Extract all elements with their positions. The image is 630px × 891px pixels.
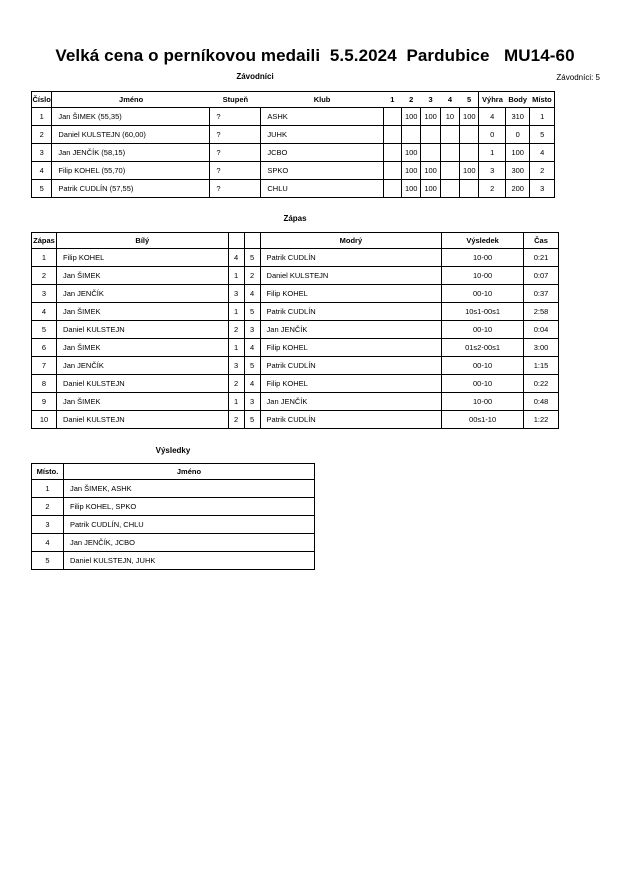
competitor-place: 2 [530, 162, 555, 180]
match-result: 00-10 [442, 357, 524, 375]
match-white-number: 4 [228, 249, 244, 267]
match-result: 10-00 [442, 393, 524, 411]
match-white-name: Jan JENČÍK [56, 357, 228, 375]
competitor-score-r5 [460, 126, 479, 144]
match-time: 2:58 [524, 303, 559, 321]
competitor-number: 2 [32, 126, 52, 144]
competitor-score-r4 [440, 162, 459, 180]
match-blue-name: Patrik CUDLÍN [260, 411, 442, 429]
competitor-score-r5 [460, 180, 479, 198]
competitor-row [32, 126, 555, 144]
match-row [32, 357, 559, 375]
match-blue-number: 2 [244, 267, 260, 285]
competitor-wins: 1 [479, 144, 506, 162]
competitor-row [32, 108, 555, 126]
result-place: 4 [32, 534, 64, 552]
match-time: 0:37 [524, 285, 559, 303]
col-r3-header: 3 [421, 92, 440, 108]
competitor-score-r1 [383, 126, 401, 144]
competitor-score-r4 [440, 180, 459, 198]
match-number: 6 [32, 339, 57, 357]
competitor-name: Patrik CUDLÍN (57,55) [52, 180, 210, 198]
competitor-wins: 3 [479, 162, 506, 180]
competitor-score-r5 [460, 144, 479, 162]
match-white-number: 3 [228, 357, 244, 375]
result-place: 5 [32, 552, 64, 570]
competitor-row [32, 162, 555, 180]
match-blue-name: Patrik CUDLÍN [260, 249, 442, 267]
match-time: 3:00 [524, 339, 559, 357]
match-result: 10s1-00s1 [442, 303, 524, 321]
competitor-score-r2: 100 [402, 162, 421, 180]
match-result: 00s1-10 [442, 411, 524, 429]
match-number: 5 [32, 321, 57, 339]
competitor-count: Závodníci: 5 [556, 73, 600, 82]
competitor-name: Daniel KULSTEJN (60,00) [52, 126, 210, 144]
col-r4-header: 4 [440, 92, 459, 108]
matches-section-title: Zápas [283, 214, 307, 223]
match-white-name: Jan ŠIMEK [56, 303, 228, 321]
competitor-score-r3: 100 [421, 162, 440, 180]
competitor-score-r3: 100 [421, 108, 440, 126]
result-row [32, 552, 315, 570]
competitor-club: SPKO [261, 162, 383, 180]
match-number: 9 [32, 393, 57, 411]
results-section-title: Výsledky [155, 446, 191, 455]
match-result: 00-10 [442, 285, 524, 303]
match-row [32, 267, 559, 285]
competitor-points: 100 [505, 144, 529, 162]
match-time: 0:07 [524, 267, 559, 285]
match-white-number: 2 [228, 321, 244, 339]
competitor-points: 300 [505, 162, 529, 180]
match-blue-number: 5 [244, 357, 260, 375]
competitor-score-r2 [402, 126, 421, 144]
competitor-score-r1 [383, 108, 401, 126]
competitor-wins: 0 [479, 126, 506, 144]
competitor-row [32, 180, 555, 198]
competitor-score-r1 [383, 162, 401, 180]
match-number: 7 [32, 357, 57, 375]
competitor-place: 3 [540, 184, 545, 193]
competitor-number: 4 [32, 162, 52, 180]
competitor-number: 1 [32, 108, 52, 126]
competitor-points: 0 [505, 126, 529, 144]
col-club-header: Klub [261, 92, 383, 108]
competitor-wins: 4 [479, 108, 506, 126]
col-number-header: Číslo [32, 92, 52, 108]
competitor-points: 200 [505, 180, 529, 198]
match-number: 2 [32, 267, 57, 285]
col-wins-header: Výhra [479, 92, 506, 108]
match-number: 3 [32, 285, 57, 303]
competitor-score-r5: 100 [460, 108, 479, 126]
competitor-score-r1 [383, 180, 401, 198]
competitor-club: ASHK [261, 108, 383, 126]
match-number: 4 [32, 303, 57, 321]
match-blue-name: Patrik CUDLÍN [260, 357, 442, 375]
col-name-header: Jméno [52, 92, 210, 108]
match-white-number: 3 [228, 285, 244, 303]
match-row [32, 393, 559, 411]
result-row [32, 534, 315, 552]
page-title: Velká cena o perníkovou medaili 5.5.2024 Pardubice MU14-60 [55, 46, 575, 65]
result-row [32, 516, 315, 534]
col-result-header: Výsledek [442, 233, 524, 249]
competitor-score-r3 [421, 126, 440, 144]
match-result: 10-00 [442, 249, 524, 267]
match-time: 0:21 [524, 249, 559, 267]
competitor-score-r2: 100 [402, 180, 421, 198]
match-row [32, 339, 559, 357]
competitor-score-r3 [421, 144, 440, 162]
result-place: 2 [32, 498, 64, 516]
col-match-header: Zápas [32, 233, 57, 249]
competitor-place: 4 [530, 144, 555, 162]
competitor-place: 5 [530, 126, 555, 144]
competitors-header-row [32, 92, 555, 108]
match-blue-name: Filip KOHEL [260, 339, 442, 357]
match-blue-number: 4 [244, 339, 260, 357]
match-white-number: 2 [228, 411, 244, 429]
competitor-score-r5: 100 [460, 162, 479, 180]
result-name: Daniel KULSTEJN, JUHK [69, 556, 156, 565]
match-blue-number: 5 [244, 303, 260, 321]
result-name: Filip KOHEL, SPKO [63, 498, 314, 516]
competitor-place: 1 [530, 108, 555, 126]
col-points-header: Body [505, 92, 529, 108]
result-row [32, 498, 315, 516]
competitor-grade: ? [210, 108, 261, 126]
matches-table [31, 232, 559, 429]
match-blue-name: Filip KOHEL [260, 375, 442, 393]
result-name: Patrik CUDLÍN, CHLU [63, 516, 314, 534]
match-row [32, 375, 559, 393]
match-time: 1:22 [533, 415, 549, 424]
match-white-number: 2 [228, 375, 244, 393]
match-white-name: Jan JENČÍK [56, 285, 228, 303]
col-place-header: Místo [530, 92, 555, 108]
col-r2-header: 2 [402, 92, 421, 108]
result-row [32, 480, 315, 498]
match-blue-name: Jan JENČÍK [260, 321, 442, 339]
competitor-score-r3: 100 [421, 180, 440, 198]
match-number: 10 [32, 411, 57, 429]
competitor-score-r2: 100 [402, 144, 421, 162]
match-blue-number: 4 [244, 375, 260, 393]
competitor-grade: ? [210, 162, 261, 180]
competitor-club: JCBO [261, 144, 383, 162]
result-place: 1 [32, 480, 64, 498]
result-name: Jan JENČÍK, JCBO [63, 534, 314, 552]
competitor-grade: ? [210, 144, 261, 162]
match-white-name: Jan ŠIMEK [56, 267, 228, 285]
match-white-number: 1 [228, 393, 244, 411]
match-result: 00-10 [442, 321, 524, 339]
match-white-name: Daniel KULSTEJN [56, 321, 228, 339]
result-name: Jan ŠIMEK, ASHK [63, 480, 314, 498]
matches-header-row [32, 233, 559, 249]
match-blue-number: 3 [244, 393, 260, 411]
competitor-wins: 2 [479, 180, 506, 198]
competitor-score-r2: 100 [402, 108, 421, 126]
col-r5-header: 5 [460, 92, 479, 108]
match-number: 8 [32, 375, 57, 393]
match-white-name: Jan ŠIMEK [56, 393, 228, 411]
competitor-club: CHLU [261, 180, 383, 198]
match-blue-name: Filip KOHEL [260, 285, 442, 303]
match-result: 10-00 [442, 267, 524, 285]
competitor-points: 310 [505, 108, 529, 126]
match-white-number: 1 [228, 267, 244, 285]
match-blue-name: Daniel KULSTEJN [260, 267, 442, 285]
match-result: 01s2-00s1 [442, 339, 524, 357]
competitors-table [31, 91, 555, 198]
match-row [32, 321, 559, 339]
match-time: 0:48 [524, 393, 559, 411]
competitors-section-title: Závodníci [236, 72, 274, 81]
match-result: 00-10 [442, 375, 524, 393]
competitor-name: Jan ŠIMEK (55,35) [52, 108, 210, 126]
match-blue-number: 3 [244, 321, 260, 339]
competitor-score-r4: 10 [440, 108, 459, 126]
match-blue-name: Patrik CUDLÍN [260, 303, 442, 321]
match-white-number: 1 [228, 303, 244, 321]
match-row [32, 249, 559, 267]
competitor-number: 3 [32, 144, 52, 162]
competitor-name: Filip KOHEL (55,70) [52, 162, 210, 180]
match-white-name: Filip KOHEL [56, 249, 228, 267]
competitor-grade: ? [210, 180, 261, 198]
match-white-name: Daniel KULSTEJN [56, 411, 228, 429]
match-time: 1:15 [524, 357, 559, 375]
col-r1-header: 1 [383, 92, 401, 108]
competitor-score-r4 [440, 126, 459, 144]
results-table [31, 463, 315, 570]
result-place: 3 [32, 516, 64, 534]
match-blue-name: Jan JENČÍK [260, 393, 442, 411]
match-row [32, 411, 559, 429]
match-row [32, 303, 559, 321]
competitor-name: Jan JENČÍK (58,15) [52, 144, 210, 162]
match-white-name: Daniel KULSTEJN [56, 375, 228, 393]
competitor-club: JUHK [261, 126, 383, 144]
results-header-row [32, 464, 315, 480]
match-white-name: Jan ŠIMEK [56, 339, 228, 357]
match-time: 0:22 [524, 375, 559, 393]
competitor-grade: ? [210, 126, 261, 144]
match-white-number: 1 [228, 339, 244, 357]
competitor-row [32, 144, 555, 162]
match-row [32, 285, 559, 303]
col-time-header: Čas [524, 233, 559, 249]
match-number: 1 [32, 249, 57, 267]
match-blue-number: 5 [244, 249, 260, 267]
competitor-number: 5 [32, 180, 52, 198]
col-name-header: Jméno [63, 464, 314, 480]
match-blue-number: 4 [244, 285, 260, 303]
match-time: 0:04 [524, 321, 559, 339]
competitor-score-r4 [440, 144, 459, 162]
col-place-header: Místo. [32, 464, 64, 480]
col-white-header: Bílý [56, 233, 228, 249]
match-blue-number: 5 [244, 411, 260, 429]
competitor-score-r1 [383, 144, 401, 162]
col-grade-header: Stupeň [210, 92, 261, 108]
col-blue-header: Modrý [260, 233, 442, 249]
